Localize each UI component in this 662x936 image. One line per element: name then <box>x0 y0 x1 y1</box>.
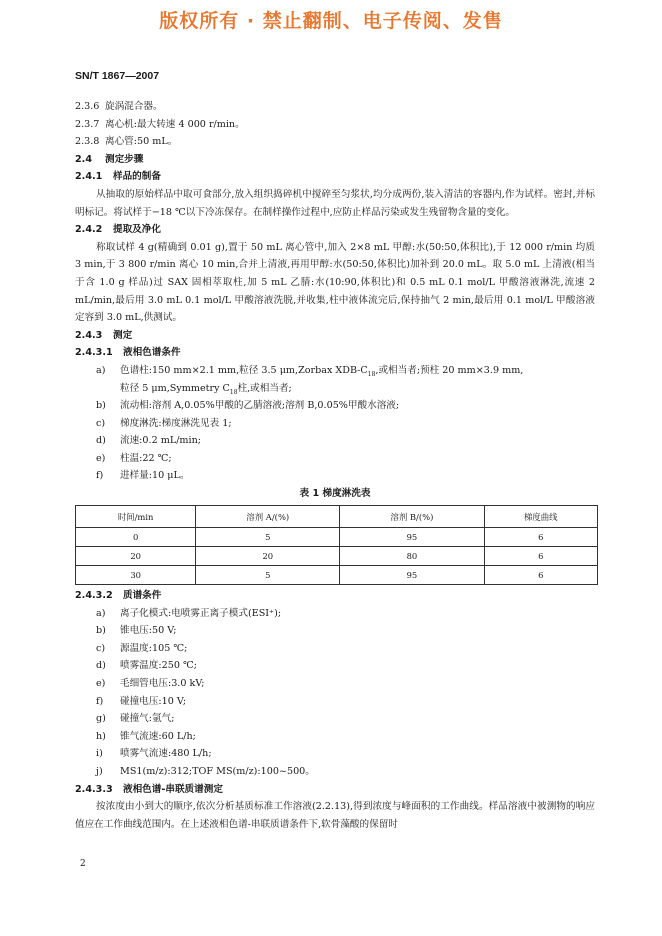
list-text: 进样量:10 μL。 <box>120 470 190 482</box>
section-number: 2.4.3.1 <box>75 347 113 359</box>
list-text: 粒径 5 μm,Symmetry C <box>120 382 230 394</box>
list-marker: e) <box>96 678 106 690</box>
section-number: 2.4.1 <box>75 171 103 183</box>
list-marker: f) <box>96 470 104 482</box>
list-marker: c) <box>96 417 106 429</box>
section-title: 提取及净化 <box>113 224 161 236</box>
list-marker: e) <box>96 452 106 464</box>
section-heading-2-4-2 <box>75 221 595 239</box>
ms-condition-e <box>75 675 595 693</box>
list-marker: g) <box>96 713 106 725</box>
section-heading-2-4-3-3 <box>75 781 595 799</box>
table-cell: 80 <box>340 547 484 566</box>
table-cell: 95 <box>340 566 484 585</box>
ms-condition-a <box>75 605 595 623</box>
item-2-3-6 <box>75 98 595 116</box>
section-number: 2.4.2 <box>75 224 103 236</box>
item-number: 2.3.6 <box>75 101 100 112</box>
column-header: 时间/min <box>76 506 196 528</box>
column-header: 梯度曲线 <box>484 506 597 528</box>
column-header: 溶剂 A/(%) <box>196 506 340 528</box>
ms-condition-b <box>75 622 595 640</box>
list-text: 梯度淋洗:梯度淋洗见表 1; <box>120 417 232 429</box>
ms-condition-j <box>75 763 595 781</box>
paragraph-extraction: 称取试样 4 g(精确到 0.01 g),置于 50 mL 离心管中,加入 2×8 mL 甲醇:水(50:50,体积比),于 12 000 r/min 均质 3 min,于 3 800 r/min 离心 10 min,合并上清液,再用甲醇:水(50:50,体积比)加补到 20.0 mL。取 5.0 mL 上清液(相当于含 1.0 g 样品)过 SAX 固相萃取柱,加 5 mL 乙腈:水(10:90,体积比)和 0.5 mL 0.1 mol/L 甲酸溶液淋洗,流速 2 mL/min,最后用 3.0 mL 0.1 mol/L 甲酸溶液洗脱,并收集,柱中液体流完后,保持抽气 2 min,最后用 0.1 mol/L 甲酸溶液定容到 3.0 mL,供测试。 <box>75 241 595 324</box>
list-marker: f) <box>96 695 104 707</box>
list-marker: b) <box>96 625 106 637</box>
section-heading-2-4-3-1 <box>75 344 595 362</box>
list-marker: c) <box>96 642 106 654</box>
section-heading-2-4-3-2 <box>75 587 595 605</box>
document-body <box>75 98 595 833</box>
list-marker: b) <box>96 400 106 412</box>
list-text: 流动相:溶剂 A,0.05%甲酸的乙腈溶液;溶剂 B,0.05%甲酸水溶液; <box>120 400 400 412</box>
section-number: 2.4.3.3 <box>75 783 113 795</box>
section-heading-2-4-1 <box>75 168 595 186</box>
list-text: 锥气流速:60 L/h; <box>120 730 196 742</box>
standard-number: SN/T 1867—2007 <box>75 70 160 82</box>
table-cell: 95 <box>340 528 484 547</box>
section-heading-2-4 <box>75 151 595 169</box>
table-cell: 6 <box>484 566 597 585</box>
ms-condition-i <box>75 745 595 763</box>
table-cell: 20 <box>76 547 196 566</box>
item-number: 2.3.8 <box>75 136 100 148</box>
table-cell: 5 <box>196 528 340 547</box>
table-header-row <box>76 506 598 528</box>
list-marker: h) <box>96 730 106 742</box>
copyright-banner: 版权所有 · 禁止翻制、电子传阅、发售 <box>159 10 503 32</box>
list-text: ,或相当者;预柱 20 mm×3.9 mm, <box>375 364 524 376</box>
page-number: 2 <box>80 859 86 869</box>
paragraph-sample-prep: 从抽取的原始样品中取可食部分,放入组织捣碎机中搅碎至匀浆状,均分成两份,装入清洁的容器内,作为试样。密封,并标明标记。将试样于−18 ℃以下冷冻保存。在制样操作过程中,应防止样品污染或发生残留物含量的变化。 <box>75 188 595 218</box>
table-cell: 5 <box>196 566 340 585</box>
section-title: 质谱条件 <box>123 590 162 602</box>
gradient-table <box>75 505 598 585</box>
lc-condition-c <box>75 415 595 433</box>
table-row <box>76 547 598 566</box>
lc-condition-d <box>75 432 595 450</box>
list-text: 柱温:22 ℃; <box>120 452 172 464</box>
list-text: 锥电压:50 V; <box>120 625 177 637</box>
ms-condition-f <box>75 693 595 711</box>
list-marker: j) <box>96 766 103 777</box>
table-row <box>76 566 598 585</box>
list-text: 源温度:105 ℃; <box>120 642 188 654</box>
lc-condition-a-line2 <box>75 380 595 398</box>
lc-condition-b <box>75 397 595 415</box>
list-marker: a) <box>96 607 106 619</box>
ms-condition-d <box>75 657 595 675</box>
paragraph-lcms-determination: 按浓度由小到大的顺序,依次分析基质标准工作溶液(2.2.13),得到浓度与峰面积的工作曲线。样品溶液中被测物的响应值应在工作曲线范围内。在上述液相色谱-串联质谱条件下,软骨藻酸的保留时 <box>75 801 595 830</box>
subscript: 18 <box>367 370 376 378</box>
section-title: 液相色谱-串联质谱测定 <box>123 783 223 795</box>
ms-condition-h <box>75 728 595 746</box>
section-title: 测定 <box>113 329 133 341</box>
list-text: 流速:0.2 mL/min; <box>120 435 202 447</box>
section-title: 液相色谱条件 <box>123 347 181 359</box>
item-text: 离心管:50 mL。 <box>105 136 178 148</box>
list-text: 碰撞电压:10 V; <box>120 695 187 707</box>
list-text: MS1(m/z):312;TOF MS(m/z):100~500。 <box>120 766 315 777</box>
section-number: 2.4 <box>75 153 92 165</box>
ms-condition-g <box>75 710 595 728</box>
table-cell: 6 <box>484 528 597 547</box>
item-number: 2.3.7 <box>75 118 100 130</box>
list-text: 喷雾气流速:480 L/h; <box>120 748 212 760</box>
lc-condition-f <box>75 467 595 485</box>
table-cell: 30 <box>76 566 196 585</box>
item-text: 离心机:最大转速 4 000 r/min。 <box>105 118 245 130</box>
subscript: 18 <box>229 388 238 396</box>
list-text: 毛细管电压:3.0 kV; <box>120 678 205 690</box>
list-marker: d) <box>96 660 106 672</box>
table-cell: 6 <box>484 547 597 566</box>
table-caption: 表 1 梯度淋洗表 <box>299 488 371 500</box>
list-text: 离子化模式:电喷雾正离子模式(ESI⁺); <box>120 607 282 619</box>
section-number: 2.4.3 <box>75 329 103 341</box>
list-marker: a) <box>96 364 106 376</box>
table-row <box>76 528 598 547</box>
section-title: 测定步骤 <box>105 153 144 165</box>
lc-condition-a-line1 <box>75 362 595 380</box>
item-2-3-8 <box>75 133 595 151</box>
item-text: 旋涡混合器。 <box>105 101 163 112</box>
section-heading-2-4-3 <box>75 327 595 345</box>
list-text: 柱,或相当者; <box>237 382 292 394</box>
list-marker: d) <box>96 435 106 447</box>
section-number: 2.4.3.2 <box>75 590 113 602</box>
ms-condition-c <box>75 640 595 658</box>
table-cell: 20 <box>196 547 340 566</box>
column-header: 溶剂 B/(%) <box>340 506 484 528</box>
list-text: 色谱柱:150 mm×2.1 mm,粒径 3.5 μm,Zorbax XDB-C <box>120 364 368 376</box>
item-2-3-7 <box>75 116 595 134</box>
list-text: 喷雾温度:250 ℃; <box>120 660 197 672</box>
section-title: 样品的制备 <box>113 171 161 183</box>
list-text: 碰撞气:氩气; <box>120 713 175 725</box>
lc-condition-e <box>75 450 595 468</box>
list-marker: i) <box>96 748 103 760</box>
table-cell: 0 <box>76 528 196 547</box>
